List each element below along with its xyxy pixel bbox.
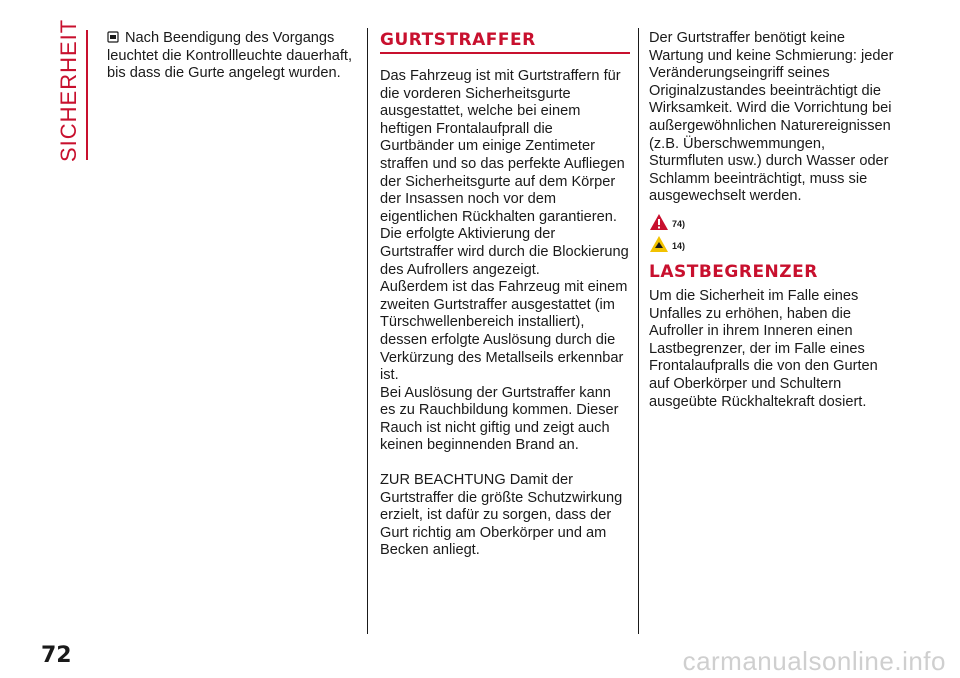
side-section-title: SICHERHEIT [56, 18, 81, 162]
heading-gurtstraffer: GURTSTRAFFER [380, 30, 536, 50]
warning-triangle-icon [649, 213, 669, 231]
caution-reference [649, 234, 901, 254]
page-number: 72 [41, 643, 72, 668]
caution-triangle-icon [649, 235, 669, 253]
warning-ref-label: 74) [672, 219, 686, 230]
note-paragraph: ZUR BEACHTUNG Damit der Gurtstraffer die größte Schutzwirkung erzielt, ist dafür zu sorgen, dass der Gurt richtig am Oberkörper und am Becken anliegt. [380, 472, 623, 559]
heading-lastbegrenzer: LASTBEGRENZER [649, 261, 818, 282]
paragraph: Der Gurtstraffer benötigt keine Wartung und keine Schmierung: jeder Veränderungseingriff seines Originalzustandes beeinträchtigt die Wirksamkeit. Wird die Vorrichtung bei außergewöhnlichen Naturereignissen (z.B. Überschwemmungen, Sturmfluten usw.) durch Wasser oder Schlamm beeinträchtigt, muss sie ausgewechselt werden. [649, 30, 894, 205]
paragraph: Das Fahrzeug ist mit Gurtstraffern für die vorderen Sicherheitsgurte ausgestattet, welche bei einem heftigen Frontalaufprall die Gurtbänder um einige Zentimeter straffen und so das perfekte Aufliegen der Sicherheitsgurte auf dem Körper der Insassen noch vor dem eigentlichen Rückhalten garantieren. [380, 68, 625, 225]
car-indicator-icon [107, 31, 119, 43]
indicator-note-text: Nach Beendigung des Vorgangs leuchtet die Kontrollleuchte dauerhaft, bis dass die Gurte angelegt wurden. [107, 30, 353, 82]
paragraph-indicator-note [107, 30, 359, 83]
column-3 [649, 30, 901, 411]
side-rule [86, 30, 88, 160]
paragraph: Um die Sicherheit im Falle eines Unfalles zu erhöhen, haben die Aufroller in ihrem Inneren einen Lastbegrenzer, der im Falle eines Frontalaufpralls die von den Gurten auf Oberkörper und Schultern ausgeübte Rückhaltekraft dosiert. [649, 287, 878, 410]
heading-rule [380, 52, 630, 54]
column-divider-left [367, 28, 368, 634]
column-divider-right [638, 28, 639, 634]
watermark: carmanualsonline.info [682, 646, 946, 676]
column-1 [107, 30, 359, 83]
warning-reference [649, 212, 901, 232]
paragraph: Bei Auslösung der Gurtstraffer kann es zu Rauchbildung kommen. Dieser Rauch ist nicht giftig und zeigt auch keinen beginnenden Brand an. [380, 384, 619, 454]
column-2 [380, 30, 630, 560]
paragraph: Die erfolgte Aktivierung der Gurtstraffer wird durch die Blockierung des Aufrollers angezeigt. [380, 226, 629, 278]
caution-ref-label: 14) [672, 241, 686, 252]
paragraph: Außerdem ist das Fahrzeug mit einem zweiten Gurtstraffer ausgestattet (im Türschwellenbereich installiert), dessen erfolgte Auslösung durch die Verkürzung des Metallseils erkennbar ist. [380, 279, 628, 384]
